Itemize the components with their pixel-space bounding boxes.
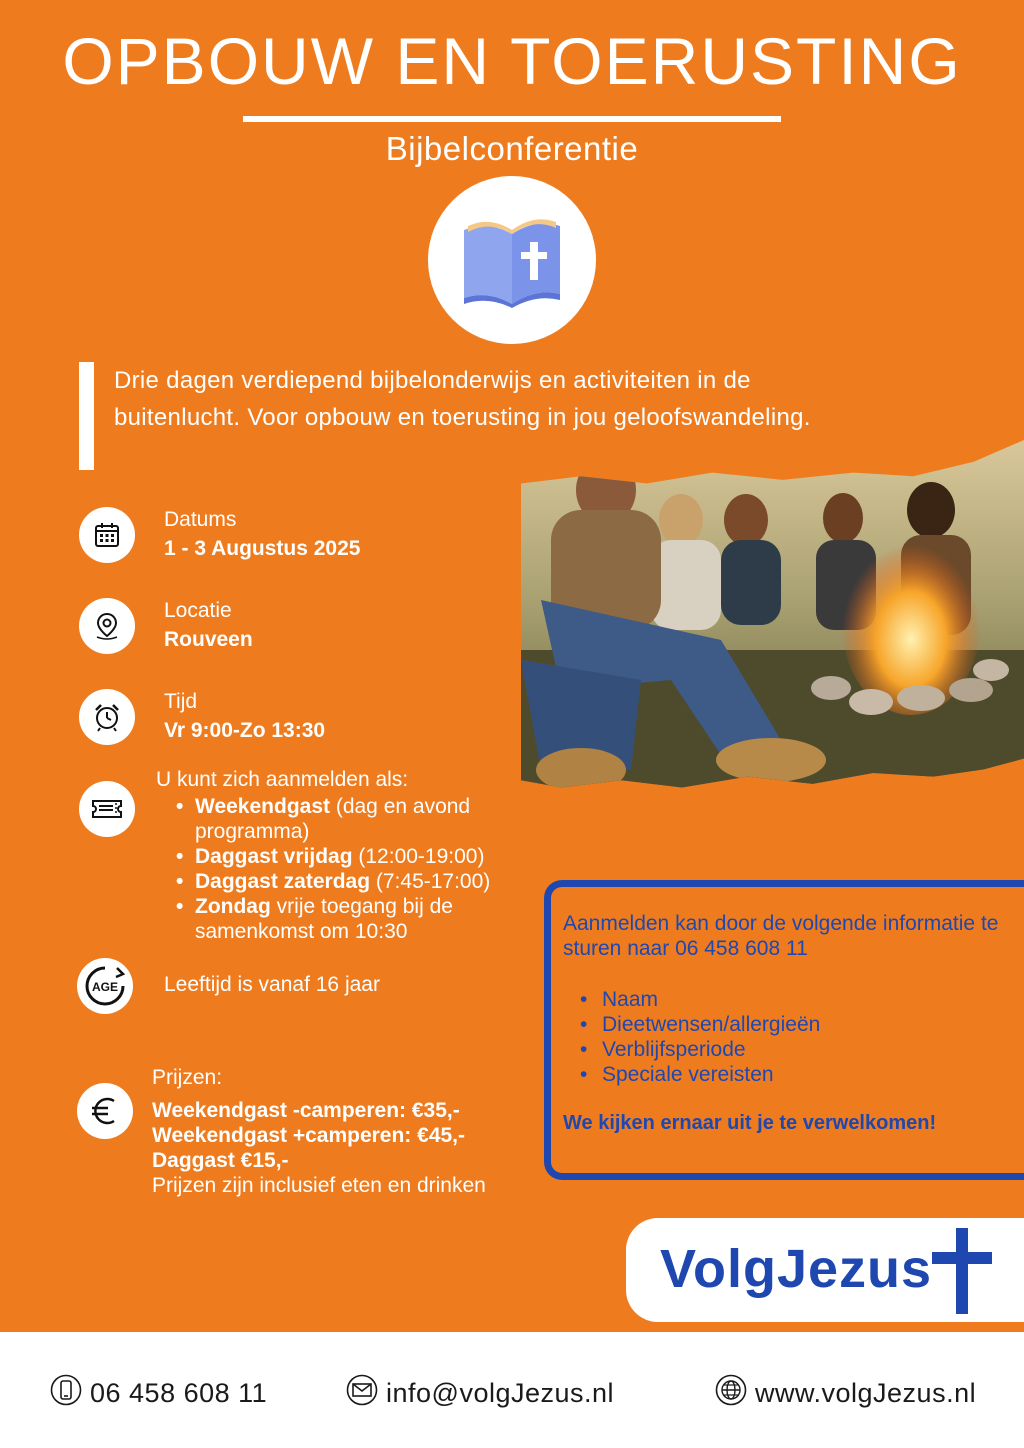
phone-text: 06 458 608 11 xyxy=(90,1378,268,1408)
cross-icon xyxy=(930,1226,994,1321)
location-label: Locatie xyxy=(164,599,232,622)
registration-options-list xyxy=(176,794,546,944)
email-text: info@volgJezus.nl xyxy=(386,1378,615,1408)
location-pin-icon xyxy=(79,598,135,654)
price-line: Weekendgast +camperen: €45,- xyxy=(152,1124,466,1147)
prices-note: Prijzen zijn inclusief eten en drinken xyxy=(152,1174,486,1197)
list-item: • Verblijfsperiode xyxy=(580,1037,820,1062)
dates-label: Datums xyxy=(164,508,237,531)
age-text: Leeftijd is vanaf 16 jaar xyxy=(164,973,380,996)
euro-icon xyxy=(77,1083,133,1139)
title-underline xyxy=(243,116,781,122)
globe-icon xyxy=(715,1374,747,1413)
footer-phone[interactable] xyxy=(50,1374,267,1413)
footer-email[interactable] xyxy=(346,1374,614,1413)
ticket-icon xyxy=(79,781,135,837)
campfire-photo xyxy=(521,440,1024,802)
alarm-clock-icon xyxy=(79,689,135,745)
calendar-icon xyxy=(79,507,135,563)
list-item: • Weekendgast (dag en avond programma) xyxy=(176,794,546,844)
page-title: OPBOUW EN TOERUSTING xyxy=(62,24,962,98)
list-item: • Daggast zaterdag (7:45-17:00) xyxy=(176,869,546,894)
page-subtitle: Bijbelconferentie xyxy=(385,130,639,167)
registration-label: U kunt zich aanmelden als: xyxy=(156,768,409,791)
list-item: • Zondag vrije toegang bij de samenkomst om 10:30 xyxy=(176,894,546,944)
mail-icon xyxy=(346,1374,378,1413)
time-value: Vr 9:00-Zo 13:30 xyxy=(164,719,326,742)
signup-welcome: We kijken ernaar uit je te verwelkomen! xyxy=(563,1112,937,1134)
location-value: Rouveen xyxy=(164,628,253,651)
list-item: • Naam xyxy=(580,987,820,1012)
list-item: • Dieetwensen/allergieën xyxy=(580,1012,820,1037)
phone-icon xyxy=(50,1374,82,1413)
time-label: Tijd xyxy=(164,690,198,713)
footer-website[interactable] xyxy=(715,1374,976,1413)
signup-requirements-list xyxy=(580,987,820,1087)
price-line: Daggast €15,- xyxy=(152,1149,289,1172)
age-icon xyxy=(77,958,133,1014)
website-text: www.volgJezus.nl xyxy=(755,1378,977,1408)
list-item: • Speciale vereisten xyxy=(580,1062,820,1087)
price-line: Weekendgast -camperen: €35,- xyxy=(152,1099,460,1122)
prices-title: Prijzen: xyxy=(152,1066,223,1089)
intro-accent-bar xyxy=(79,362,94,470)
age-badge-text: AGE xyxy=(91,980,119,994)
bible-logo xyxy=(428,176,596,344)
signup-intro: Aanmelden kan door de volgende informatie te sturen naar 06 458 608 11 xyxy=(563,912,999,960)
brand-logo-text: VolgJezus xyxy=(660,1239,933,1299)
prices-list xyxy=(152,1098,532,1198)
intro-text: Drie dagen verdiepend bijbelonderwijs en activiteiten in de buitenlucht. Voor opbouw en toerusting in jou geloofswandeling. xyxy=(114,367,811,431)
bible-icon xyxy=(458,212,566,308)
dates-value: 1 - 3 Augustus 2025 xyxy=(164,537,361,560)
list-item: • Daggast vrijdag (12:00-19:00) xyxy=(176,844,546,869)
